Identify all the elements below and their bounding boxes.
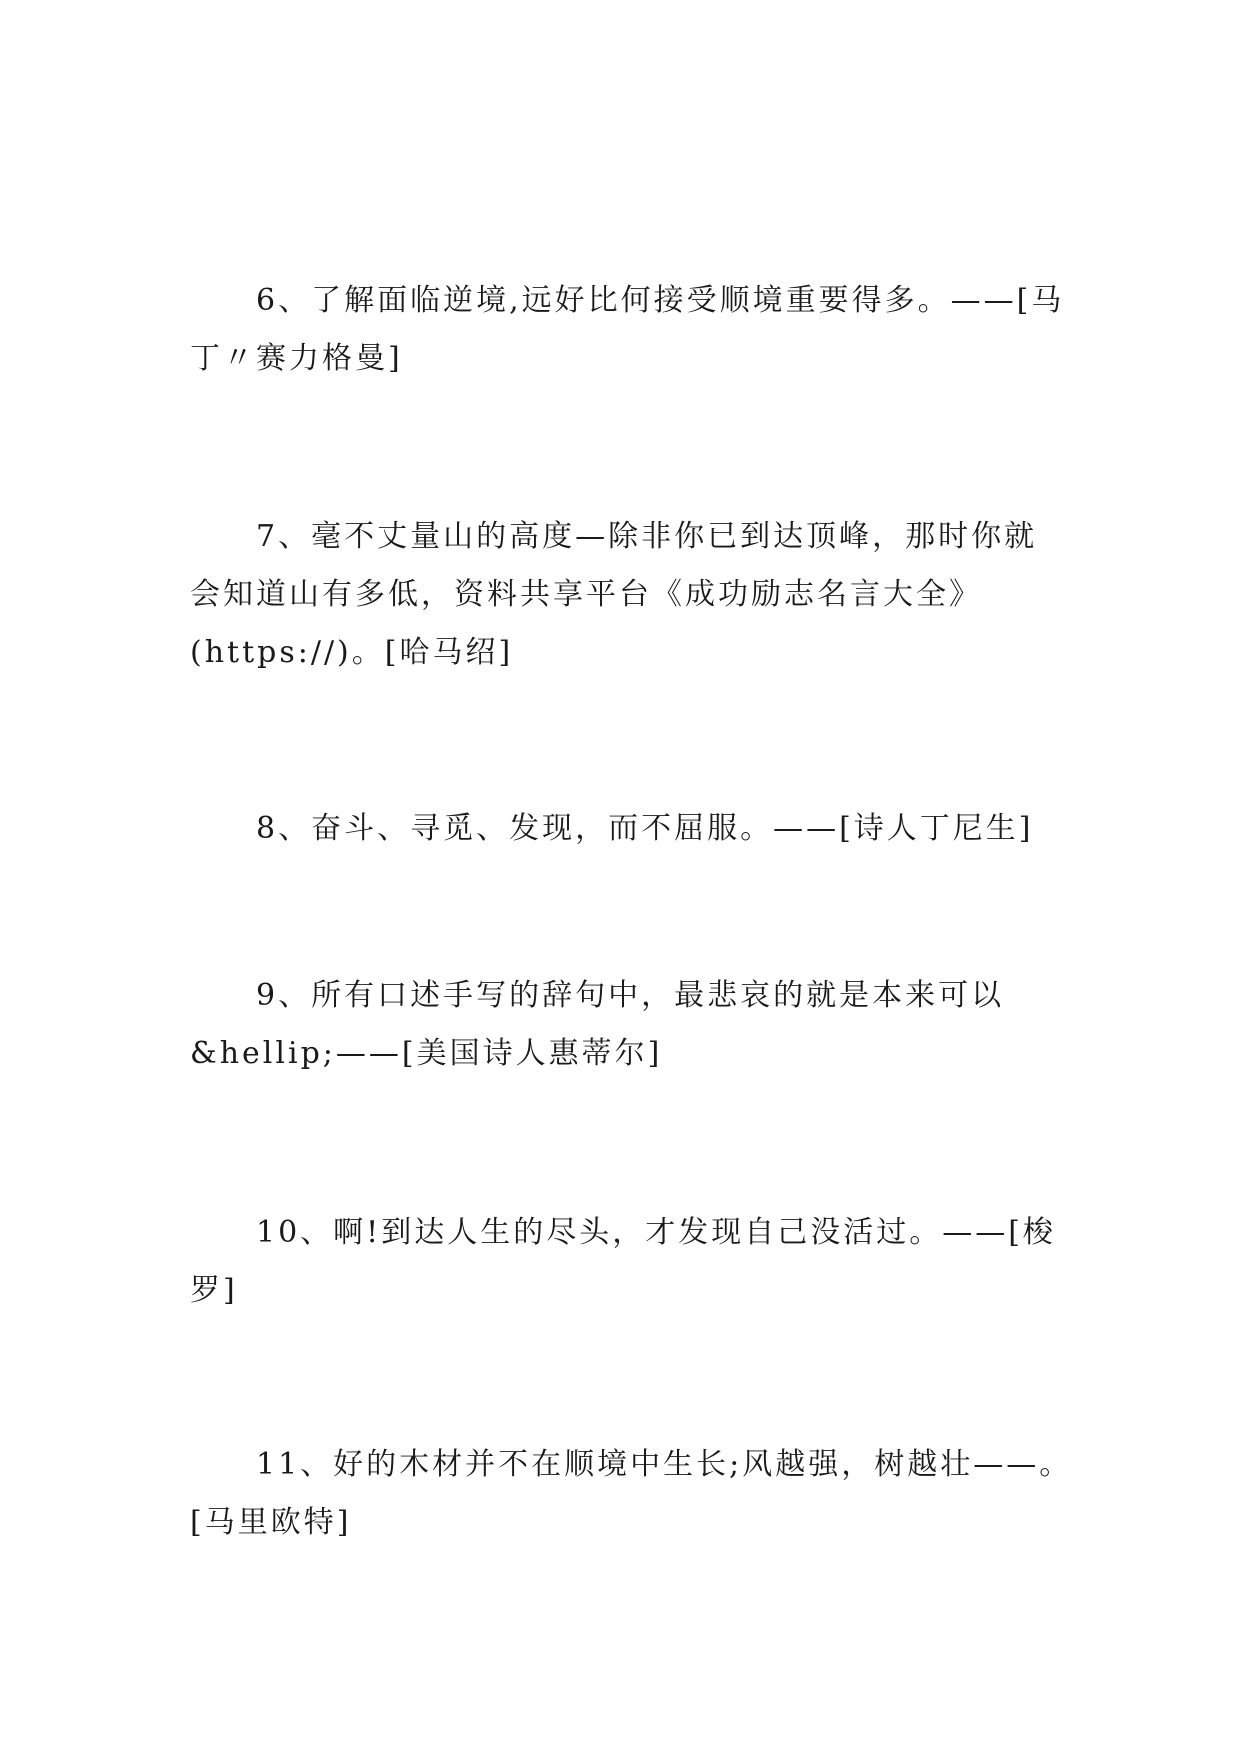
quote-line: 6、了解面临逆境,远好比何接受顺境重要得多。——[马 [256, 283, 1065, 318]
quote-line: 11、好的木材并不在顺境中生长;风越强，树越壮——。 [256, 1447, 1073, 1482]
quote-9 [190, 967, 1050, 1083]
quote-line: 罗] [190, 1273, 238, 1308]
quote-line: 7、毫不丈量山的高度—除非你已到达顶峰，那时你就 [256, 519, 1038, 554]
quote-line: 9、所有口述手写的辞句中，最悲哀的就是本来可以 [256, 978, 1005, 1013]
quote-8 [190, 800, 1050, 858]
quote-line: &hellip;——[美国诗人惠蒂尔] [190, 1036, 663, 1071]
quote-line: 10、啊!到达人生的尽头，才发现自己没活过。——[梭 [256, 1215, 1056, 1250]
quote-line: 会知道山有多低，资料共享平台《成功励志名言大全》 [190, 577, 982, 612]
quote-line: (https://)。[哈马绍] [190, 635, 514, 670]
quote-6 [190, 272, 1065, 388]
quote-7 [190, 508, 1050, 682]
quote-10 [190, 1204, 1056, 1320]
quote-line: [马里欧特] [190, 1505, 352, 1540]
quote-line: 8、奋斗、寻觅、发现，而不屈服。——[诗人丁尼生] [256, 811, 1034, 846]
quote-11 [190, 1436, 1073, 1552]
quote-line: 丁〃赛力格曼] [190, 341, 403, 376]
